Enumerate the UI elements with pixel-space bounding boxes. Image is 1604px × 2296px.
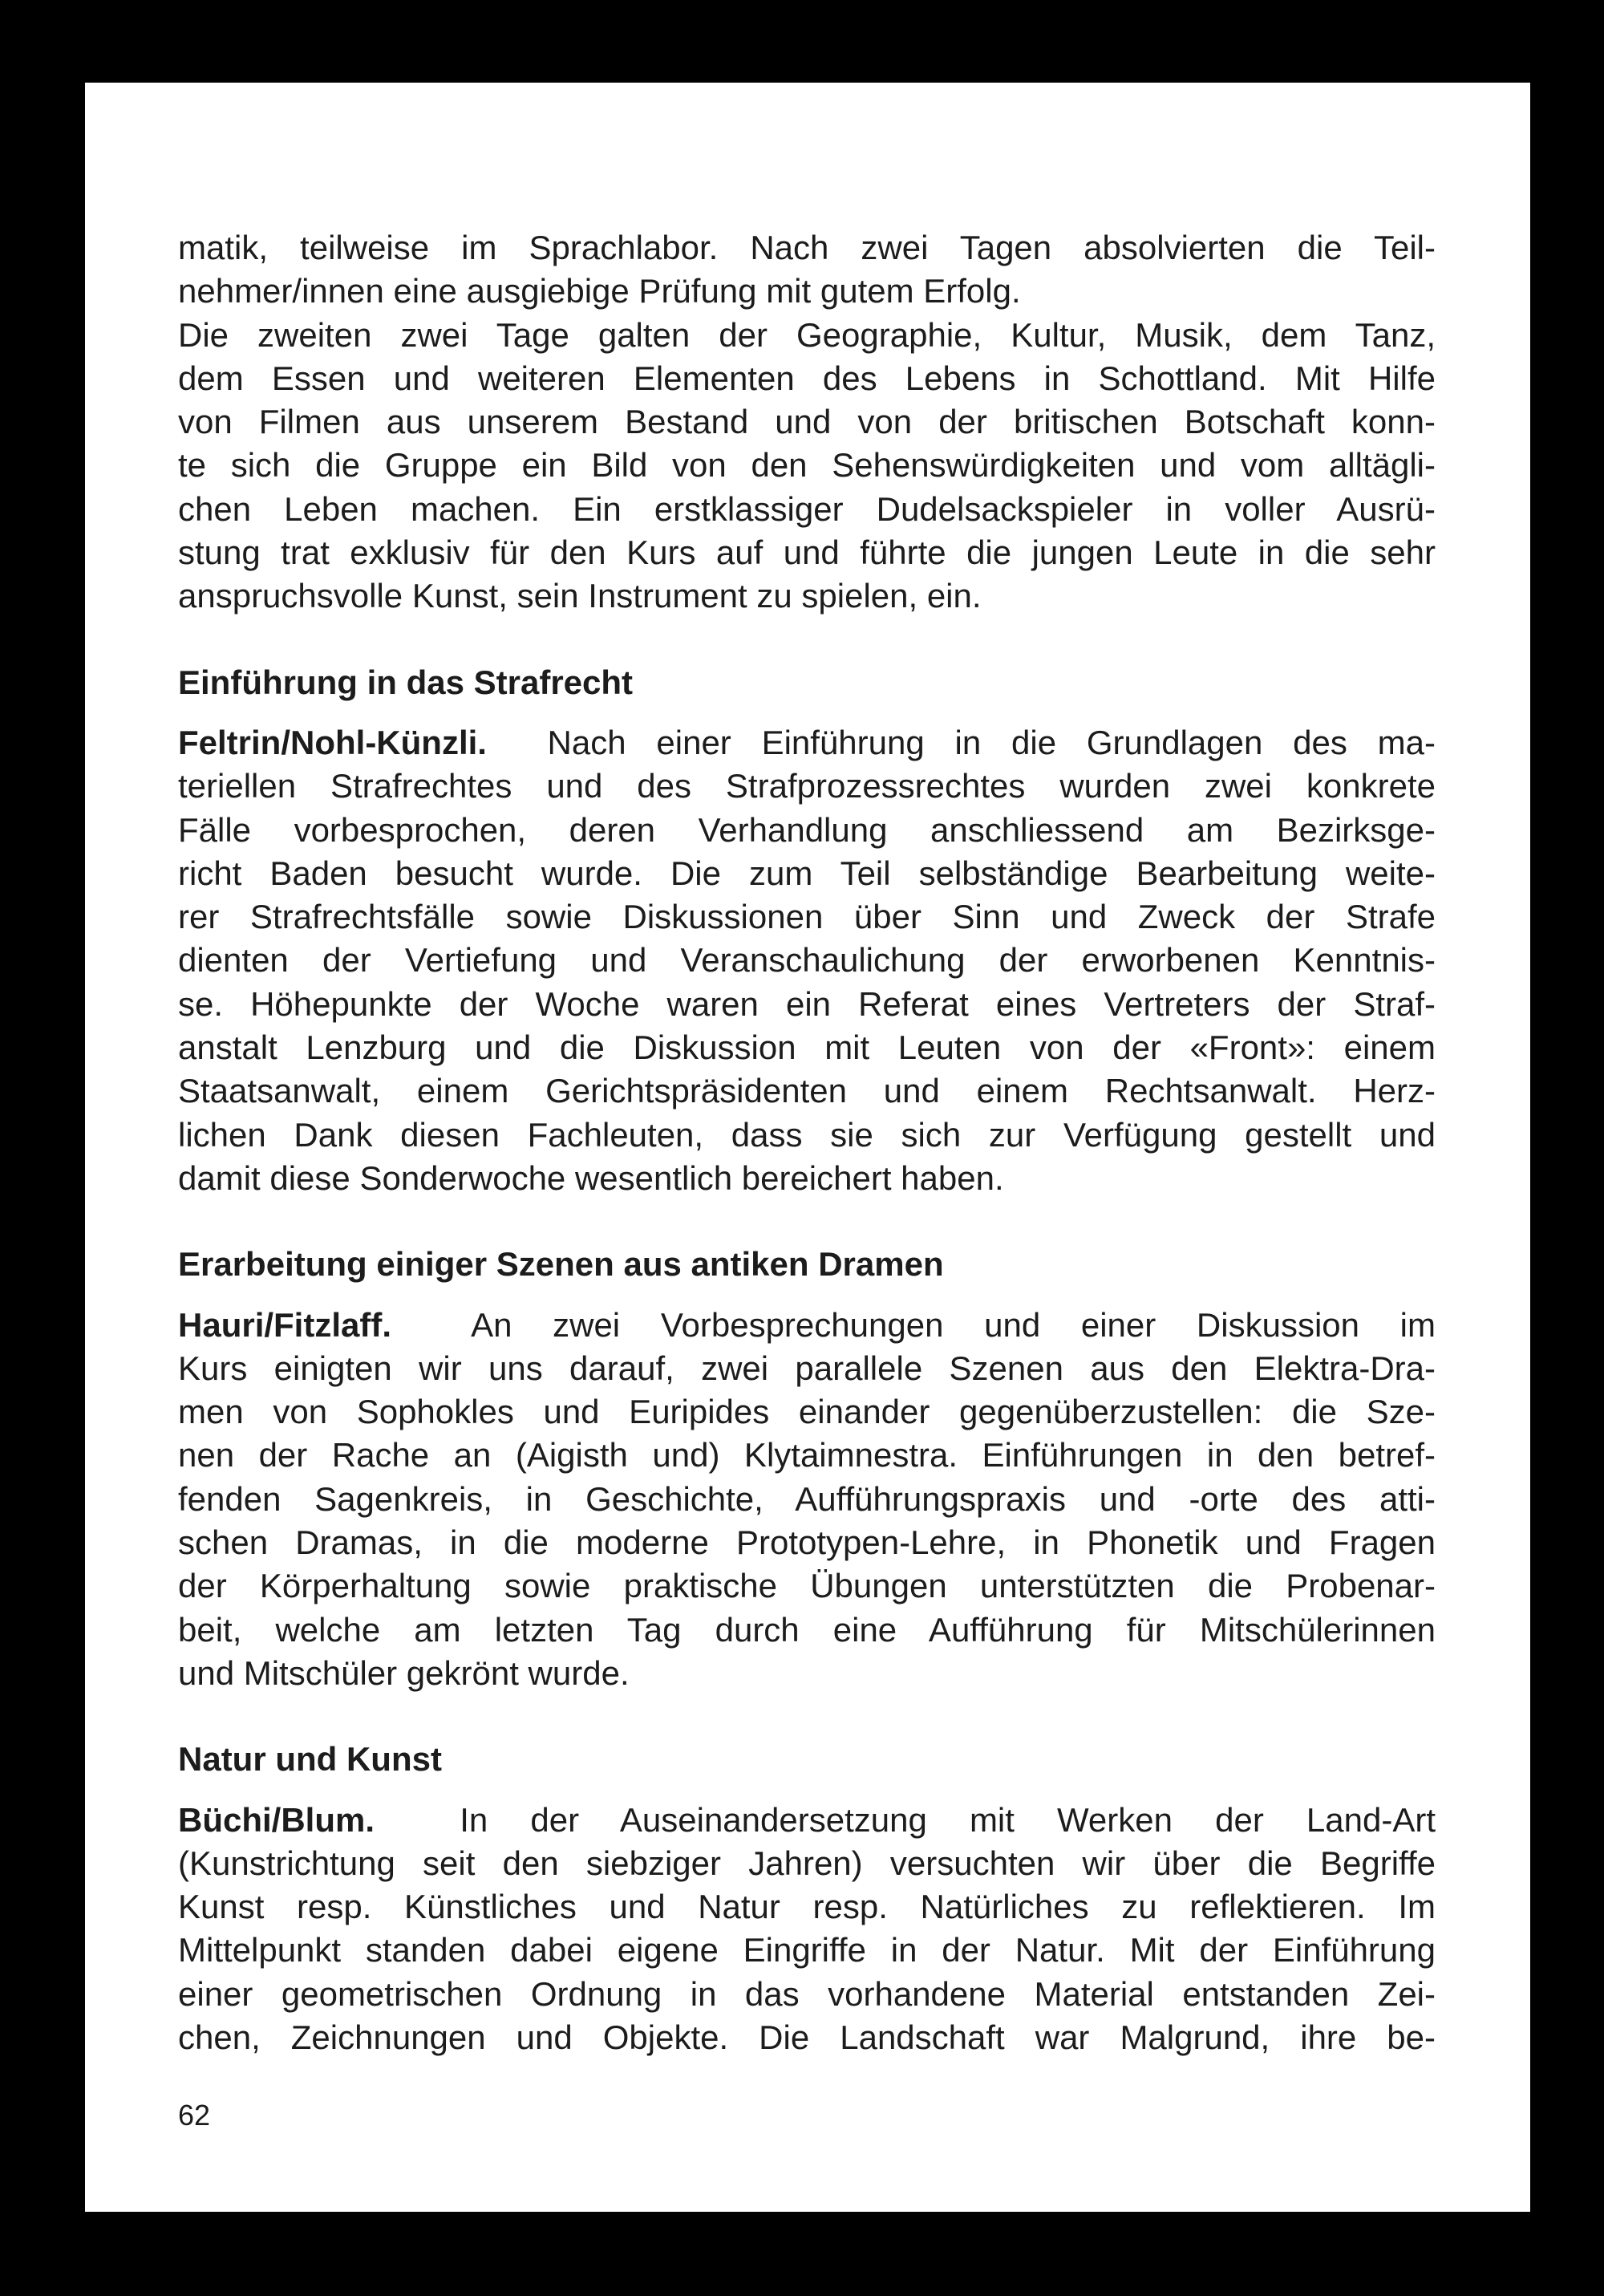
text-line: der Körperhaltung sowie praktische Übungen unterstützten die Probenar- <box>178 1567 1436 1605</box>
line-text: Nach einer Einführung in die Grundlagen des ma- <box>547 723 1436 761</box>
text-line: teriellen Strafrechtes und des Strafprozessrechtes wurden zwei konkrete <box>178 767 1436 805</box>
text-line: men von Sophokles und Euripides einander gegenüberzustellen: die Sze- <box>178 1393 1436 1431</box>
text-line: Mittelpunkt standen dabei eigene Eingriffe in der Natur. Mit der Einführung <box>178 1931 1436 1969</box>
text-line: Kurs einigten wir uns darauf, zwei parallele Szenen aus den Elektra-Dra- <box>178 1349 1436 1387</box>
page-number: 62 <box>178 2099 211 2132</box>
text-line: Staatsanwalt, einem Gerichtspräsidenten und einem Rechtsanwalt. Herz- <box>178 1072 1436 1110</box>
text-line: dienten der Vertiefung und Veranschaulichung der erworbenen Kenntnis- <box>178 941 1436 980</box>
text-line: Fälle vorbesprochen, deren Verhandlung anschliessend am Bezirksge- <box>178 810 1436 849</box>
section-strafrecht <box>178 661 1436 1201</box>
text-line: matik, teilweise im Sprachlabor. Nach zwei Tagen absolvierten die Teil- <box>178 229 1436 266</box>
text-line: beit, welche am letzten Tag durch eine Aufführung für Mitschülerinnen <box>178 1610 1436 1649</box>
text-line: fenden Sagenkreis, in Geschichte, Aufführungspraxis und -orte des atti- <box>178 1479 1436 1518</box>
text-line: te sich die Gruppe ein Bild von den Sehenswürdigkeiten und vom alltägli- <box>178 446 1436 485</box>
section-paragraph <box>178 721 1436 1200</box>
text-line: einer geometrischen Ordnung in das vorhandene Material entstanden Zei- <box>178 1974 1436 2013</box>
text-line: und Mitschüler gekrönt wurde. <box>178 1653 630 1692</box>
text-line: anspruchsvolle Kunst, sein Instrument zu spielen, ein. <box>178 577 982 615</box>
section-paragraph <box>178 1304 1436 1696</box>
text-line: anstalt Lenzburg und die Diskussion mit Leuten von der «Front»: einem <box>178 1028 1436 1067</box>
text-line: schen Dramas, in die moderne Prototypen-Lehre, in Phonetik und Fragen <box>178 1523 1436 1562</box>
section-heading: Erarbeitung einiger Szenen aus antiken Dramen <box>178 1245 944 1284</box>
text-line <box>178 1304 1436 1347</box>
text-line <box>178 721 1436 765</box>
text-line: se. Höhepunkte der Woche waren ein Referat eines Vertreters der Straf- <box>178 984 1436 1023</box>
text-line: nen der Rache an (Aigisth und) Klytaimnestra. Einführungen in den betref- <box>178 1436 1436 1475</box>
text-line: Kunst resp. Künstliches und Natur resp. Natürliches zu reflektieren. Im <box>178 1888 1436 1926</box>
text-line: Die zweiten zwei Tage galten der Geographie, Kultur, Musik, dem Tanz, <box>178 315 1436 354</box>
section-antike-dramen <box>178 1243 1436 1695</box>
text-line: richt Baden besucht wurde. Die zum Teil selbständige Bearbeitung weite- <box>178 854 1436 892</box>
text-line: chen, Zeichnungen und Objekte. Die Landschaft war Malgrund, ihre be- <box>178 2018 1436 2056</box>
author-lead: Büchi/Blum. <box>178 1800 375 1839</box>
text-line: (Kunstrichtung seit den siebziger Jahren) versuchten wir über die Begriffe <box>178 1844 1436 1882</box>
text-line: damit diese Sonderwoche wesentlich bereichert haben. <box>178 1158 1004 1197</box>
section-heading: Einführung in das Strafrecht <box>178 663 634 701</box>
text-line: dem Essen und weiteren Elementen des Lebens in Schottland. Mit Hilfe <box>178 359 1436 397</box>
text-line: rer Strafrechtsfälle sowie Diskussionen über Sinn und Zweck der Strafe <box>178 898 1436 936</box>
section-paragraph <box>178 1799 1436 2060</box>
section-heading: Natur und Kunst <box>178 1740 442 1779</box>
author-lead: Hauri/Fitzlaff. <box>178 1305 392 1344</box>
section-natur-kunst <box>178 1738 1436 2059</box>
text-line: von Filmen aus unserem Bestand und von der britischen Botschaft konn- <box>178 403 1436 441</box>
text-line <box>178 1799 1436 1842</box>
text-line: chen Leben machen. Ein erstklassiger Dudelsackspieler in voller Ausrü- <box>178 489 1436 528</box>
author-lead: Feltrin/Nohl-Künzli. <box>178 723 487 761</box>
text-line: nehmer/innen eine ausgiebige Prüfung mit gutem Erfolg. <box>178 272 1021 310</box>
intro-paragraph <box>178 226 1436 619</box>
page-content <box>178 226 1436 2059</box>
text-line: lichen Dank diesen Fachleuten, dass sie sich zur Verfügung gestellt und <box>178 1115 1436 1154</box>
text-line: stung trat exklusiv für den Kurs auf und führte die jungen Leute in die sehr <box>178 533 1436 572</box>
line-text: In der Auseinandersetzung mit Werken der Land-Art <box>460 1800 1436 1839</box>
line-text: An zwei Vorbesprechungen und einer Diskussion im <box>471 1305 1436 1344</box>
